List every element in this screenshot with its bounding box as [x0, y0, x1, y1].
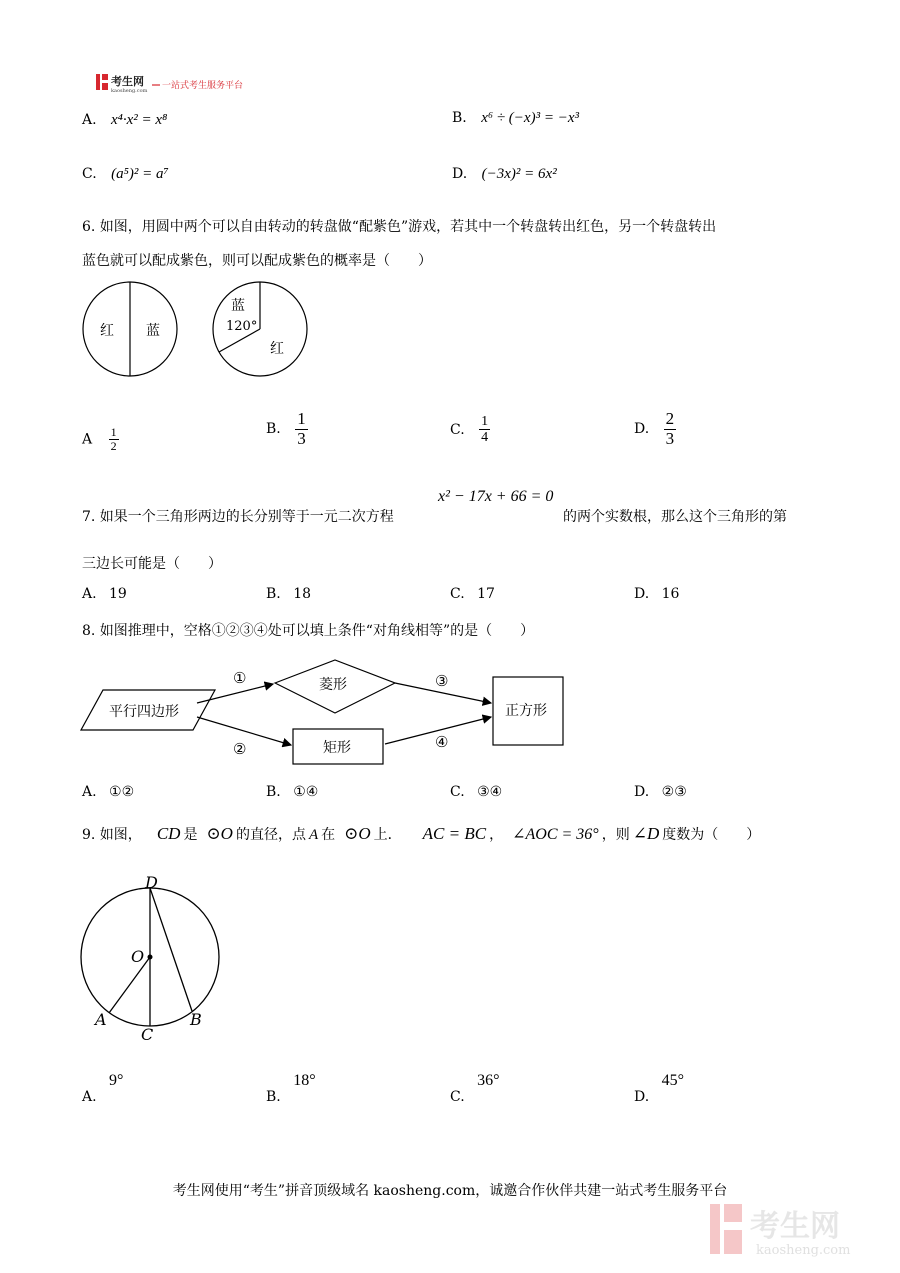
q6-option-b [266, 410, 308, 448]
watermark-bar [710, 1204, 720, 1254]
q9-option-b [266, 1072, 316, 1105]
q6-b-label: B. [266, 421, 281, 438]
q8-d-value: ②③ [661, 784, 687, 800]
q9-label-d: D [145, 873, 158, 892]
marker-3: ③ [435, 672, 449, 690]
q8-c-label: C. [450, 784, 465, 800]
q6-c-den: 4 [481, 430, 489, 446]
watermark-url: kaosheng.com [756, 1243, 851, 1258]
q9-b-label: B. [266, 1089, 281, 1105]
q8-d-label: D. [634, 784, 650, 800]
q6-text-line1: 6. 如图，用圆中两个可以自由转动的转盘做“配紫色”游戏，若其中一个转盘转出红色，另一个转盘转出 [82, 219, 717, 235]
q5-a-expr: x⁴·x² = x⁸ [111, 112, 168, 128]
q5-b-label: B. [452, 110, 467, 126]
q9-then: ，则 [601, 827, 630, 843]
q9-d-label: D. [634, 1089, 650, 1105]
rhombus-label: 菱形 [319, 677, 347, 693]
q6-c-fraction [479, 414, 490, 446]
q7-d-label: D. [634, 586, 650, 602]
q5-option-c [82, 166, 169, 183]
q9-chord-db [150, 888, 192, 1011]
q8-text: 8. 如图推理中，空格①②③④处可以填上条件“对角线相等”的是（ ） [82, 623, 535, 639]
q9-center-dot [148, 955, 153, 960]
q9-b-value: 18° [293, 1072, 316, 1089]
q8-option-c [450, 784, 502, 800]
q5-d-expr: (−3x)² = 6x² [481, 166, 557, 182]
rectangle-label: 矩形 [323, 740, 351, 756]
q6-d-fraction [664, 410, 677, 448]
q5-c-expr: (a⁵)² = a⁷ [111, 166, 169, 182]
logo-mark-bar [96, 74, 100, 90]
q9-angle: ∠AOC = 36° [512, 826, 599, 843]
q8-a-label: A. [82, 784, 97, 800]
q5-option-d [452, 166, 557, 183]
q6-d-label: D. [634, 421, 650, 438]
page-footer: 考生网使用“考生”拼音顶级域名 kaosheng.com，诚邀合作伙伴共建一站式考生服务平台 [172, 1183, 728, 1199]
q6-a-label: A [82, 431, 93, 448]
q9-angle-d: ∠D [632, 824, 660, 843]
q6-text-line2: 蓝色就可以配成紫色，则可以配成紫色的概率是（ ） [82, 253, 432, 269]
logo-name: 考生网 [111, 75, 144, 88]
q5-b-expr: x⁶ ÷ (−x)³ = −x³ [481, 110, 579, 126]
header-logo [96, 72, 266, 98]
marker-4: ④ [435, 733, 449, 751]
q9-circle-o: ⊙O [206, 824, 233, 843]
q9-c-label: C. [450, 1089, 465, 1105]
q7-d-value: 16 [661, 586, 680, 602]
q7-b-value: 18 [293, 586, 312, 602]
q9-cd: CD [156, 824, 181, 843]
q9-figure [75, 868, 235, 1048]
q6-c-label: C. [450, 421, 465, 438]
marker-1: ① [233, 669, 247, 687]
q6-a-den: 2 [110, 439, 117, 454]
q7-option-c [450, 586, 495, 602]
wheel2-angle-label: 120° [226, 319, 258, 334]
logo-tagline: 一站式考生服务平台 [162, 81, 244, 91]
q9-point-a: A [308, 827, 319, 843]
wheel2-blue-label: 蓝 [231, 298, 245, 314]
q6-option-a [82, 426, 119, 453]
q7-option-a [82, 586, 127, 602]
q6-a-num: 1 [110, 425, 117, 439]
wheel1-left-label: 红 [100, 323, 114, 339]
q7-a-value: 19 [109, 586, 127, 602]
q9-option-a [82, 1072, 124, 1105]
q9-d-value: 45° [661, 1072, 685, 1089]
q9-label-a: A [95, 1010, 107, 1029]
q9-option-c [450, 1072, 500, 1105]
square-label: 正方形 [505, 703, 547, 719]
q6-option-c [450, 414, 490, 446]
q5-a-label: A. [82, 112, 97, 128]
q9-ask: 度数为（ ） [662, 827, 761, 843]
wheel1-right-label: 蓝 [146, 323, 160, 339]
q6-b-fraction [295, 410, 308, 448]
q8-diagram [75, 645, 575, 775]
q7-equation: x² − 17x + 66 = 0 [438, 488, 554, 505]
q8-a-value: ①② [109, 784, 135, 800]
q9-is: 是 [183, 827, 198, 843]
q9-num: 9. 如图， [82, 827, 142, 843]
q8-b-label: B. [266, 784, 281, 800]
logo-graphic [96, 72, 266, 94]
q9-label-c: C [141, 1025, 154, 1044]
q9-label-o: O [131, 947, 145, 966]
parallelogram-label: 平行四边形 [109, 704, 179, 720]
q5-option-a [82, 112, 167, 129]
watermark-name: 考生网 [750, 1209, 840, 1244]
q8-option-d [634, 784, 687, 800]
q7-option-d [634, 586, 679, 602]
marker-2: ② [233, 740, 247, 758]
q8-c-value: ③④ [477, 784, 503, 800]
q6-d-den: 3 [665, 428, 675, 448]
q6-b-num: 1 [297, 409, 306, 428]
logo-mark-block-bottom [102, 83, 108, 90]
q6-a-fraction [109, 426, 119, 453]
q9-comma: ， [489, 827, 504, 843]
watermark-logo [708, 1200, 878, 1260]
wheel2-red-label: 红 [270, 341, 284, 357]
q6-c-num: 1 [481, 414, 489, 429]
q9-circle-o2: ⊙O [344, 824, 371, 843]
q9-label-b: B [190, 1010, 202, 1029]
q7-b-label: B. [266, 586, 281, 602]
q6-b-den: 3 [297, 428, 306, 448]
q9-c-value: 36° [477, 1072, 500, 1089]
q8-b-value: ①④ [293, 784, 319, 800]
q7-text-line2: 三边长可能是（ ） [82, 556, 222, 572]
q5-option-b [452, 110, 579, 127]
q9-diam: 的直径，点 [235, 827, 306, 843]
q6-d-num: 2 [665, 409, 675, 428]
q9-option-d [634, 1072, 685, 1105]
q8-option-a [82, 784, 134, 800]
q5-d-label: D. [452, 166, 468, 182]
watermark-block-top [724, 1204, 742, 1222]
q7-text-suffix: 的两个实数根，那么这个三角形的第 [563, 509, 787, 525]
q7-c-value: 17 [477, 586, 495, 602]
q9-a-value: 9° [109, 1072, 124, 1089]
q6-wheels [70, 275, 330, 385]
q9-arc-equal: AC = BC [422, 824, 487, 843]
q9-a-label: A. [82, 1089, 97, 1105]
q7-a-label: A. [82, 586, 97, 602]
watermark-block-bottom [724, 1230, 742, 1254]
q7-option-b [266, 586, 311, 602]
logo-sub: kaosheng.com [111, 88, 148, 94]
q5-c-label: C. [82, 166, 97, 182]
q9-text [82, 824, 760, 844]
q9-up: 上． [373, 827, 402, 843]
q8-option-b [266, 784, 318, 800]
q9-on: 在 [321, 827, 336, 843]
q7-text-prefix: 7. 如果一个三角形两边的长分别等于一元二次方程 [82, 509, 394, 525]
q7-c-label: C. [450, 586, 465, 602]
logo-mark-block-top [102, 74, 108, 80]
q6-option-d [634, 410, 676, 448]
